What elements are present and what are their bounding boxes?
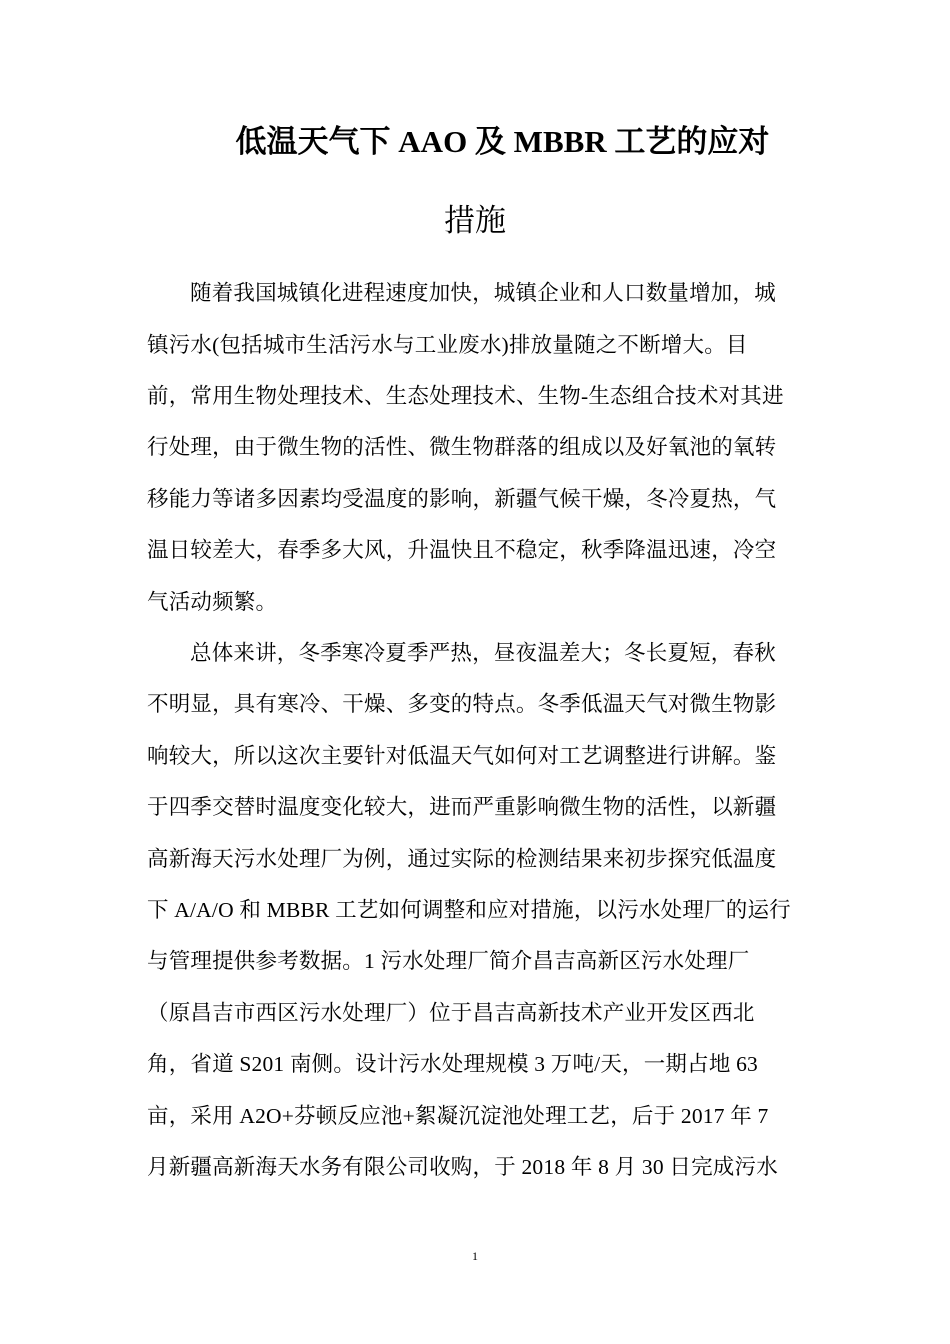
paragraph-1-line: 镇污水(包括城市生活污水与工业废水)排放量随之不断增大。目 bbox=[147, 333, 748, 357]
document-title-line-1 bbox=[147, 122, 803, 162]
paragraph-2-line: 亩，采用 A2O+芬顿反应池+絮凝沉淀池处理工艺，后于 2017 年 7 bbox=[147, 1104, 769, 1128]
paragraph-1-line: 移能力等诸多因素均受温度的影响，新疆气候干燥，冬冷夏热，气 bbox=[147, 487, 777, 511]
paragraph-2-line: 与管理提供参考数据。1 污水处理厂简介昌吉高新区污水处理厂 bbox=[147, 949, 750, 973]
paragraph-2-line: （原昌吉市西区污水处理厂）位于昌吉高新技术产业开发区西北 bbox=[147, 1001, 755, 1025]
paragraph-1-line: 行处理，由于微生物的活性、微生物群落的组成以及好氧池的氧转 bbox=[147, 435, 777, 459]
paragraph-2-line: 总体来讲，冬季寒冷夏季严热，昼夜温差大；冬长夏短，春秋 bbox=[190, 641, 776, 665]
document-title-line-2 bbox=[147, 201, 803, 241]
paragraph-2-line: 于四季交替时温度变化较大，进而严重影响微生物的活性，以新疆 bbox=[147, 795, 777, 819]
paragraph-2-line: 不明显，具有寒冷、干燥、多变的特点。冬季低温天气对微生物影 bbox=[147, 692, 777, 716]
document-title-text-2: 措施 bbox=[444, 203, 506, 238]
document-title-text-1: 低温天气下 AAO 及 MBBR 工艺的应对 bbox=[235, 124, 770, 159]
paragraph-2-line: 高新海天污水处理厂为例，通过实际的检测结果来初步探究低温度 bbox=[147, 847, 777, 871]
paragraph-2-line: 角，省道 S201 南侧。设计污水处理规模 3 万吨/天，一期占地 63 bbox=[147, 1052, 759, 1076]
paragraph-2-line: 月新疆高新海天水务有限公司收购，于 2018 年 8 月 30 日完成污水 bbox=[147, 1155, 778, 1179]
paragraph-1-line: 气活动频繁。 bbox=[147, 590, 278, 614]
page-number: 1 bbox=[472, 1249, 478, 1263]
paragraph-1-line: 温日较差大，春季多大风，升温快且不稳定，秋季降温迅速，冷空 bbox=[147, 538, 777, 562]
paragraph-2-line: 下 A/A/O 和 MBBR 工艺如何调整和应对措施，以污水处理厂的运行 bbox=[147, 898, 791, 922]
paragraph-1-line: 前，常用生物处理技术、生态处理技术、生物-生态组合技术对其进 bbox=[147, 384, 784, 408]
paragraph-1-line: 随着我国城镇化进程速度加快，城镇企业和人口数量增加，城 bbox=[190, 281, 776, 305]
paragraph-2-line: 响较大，所以这次主要针对低温天气如何对工艺调整进行讲解。鉴 bbox=[147, 744, 777, 768]
